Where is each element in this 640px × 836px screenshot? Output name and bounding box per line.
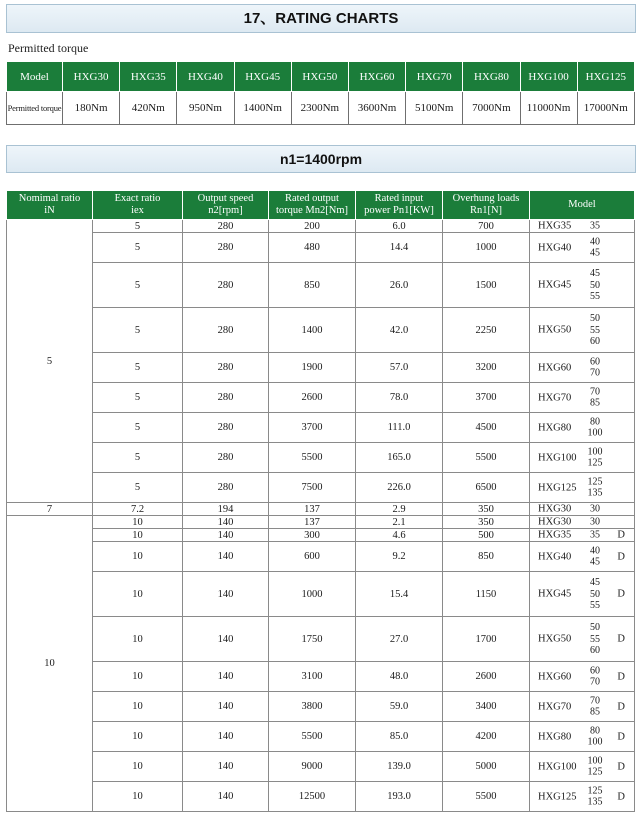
- output-speed-cell: 140: [183, 617, 269, 662]
- model-name: HXG125: [538, 482, 577, 493]
- rating-row: [7, 529, 635, 542]
- model-name: HXG35: [538, 220, 572, 232]
- overhung-load-cell: 1700: [443, 617, 530, 662]
- model-d-mark: D: [617, 633, 625, 645]
- torque-cell: 420Nm: [120, 92, 177, 125]
- rated-power-cell: 14.4: [356, 233, 443, 263]
- torque-header-cell: HXG45: [234, 62, 291, 92]
- exact-ratio-cell: 5: [93, 383, 183, 413]
- model-size: 50: [590, 621, 600, 633]
- output-speed-cell: 140: [183, 529, 269, 542]
- torque-cell: 180Nm: [63, 92, 120, 125]
- model-cell: [530, 542, 635, 572]
- rated-power-cell: 139.0: [356, 752, 443, 782]
- rated-power-cell: 111.0: [356, 413, 443, 443]
- rated-power-cell: 6.0: [356, 220, 443, 233]
- output-speed-cell: 280: [183, 308, 269, 353]
- model-size: 80: [590, 725, 600, 736]
- overhung-load-cell: 5500: [443, 443, 530, 473]
- model-size: 60: [590, 335, 600, 347]
- model-size-list: [587, 622, 603, 657]
- model-size-list: [587, 695, 603, 718]
- torque-cell: 1400Nm: [234, 92, 291, 125]
- rating-row: [7, 692, 635, 722]
- model-size: 60: [590, 665, 600, 676]
- model-size: 100: [587, 427, 603, 439]
- torque-header-cell: HXG40: [177, 62, 234, 92]
- rating-row: [7, 617, 635, 662]
- rating-row: [7, 443, 635, 473]
- torque-row-label: Permitted torque: [7, 92, 63, 125]
- permitted-torque-label: Permitted torque: [8, 41, 89, 55]
- rating-row: [7, 542, 635, 572]
- model-cell: [530, 662, 635, 692]
- model-size-list: [587, 313, 603, 348]
- model-size-list: [587, 356, 603, 379]
- rating-row: [7, 383, 635, 413]
- output-speed-cell: 280: [183, 443, 269, 473]
- model-size: 125: [587, 457, 603, 469]
- page-title: 17、RATING CHARTS: [6, 4, 636, 33]
- overhung-load-cell: 5500: [443, 782, 530, 812]
- rated-torque-cell: 1750: [269, 617, 356, 662]
- model-name: HXG80: [538, 422, 572, 433]
- model-size: 55: [590, 599, 600, 611]
- permitted-torque-table: [6, 61, 635, 125]
- torque-header-cell: HXG35: [120, 62, 177, 92]
- model-name: HXG40: [538, 242, 572, 253]
- output-speed-cell: 280: [183, 383, 269, 413]
- torque-cell: 950Nm: [177, 92, 234, 125]
- model-name: HXG70: [538, 392, 572, 403]
- overhung-load-cell: 500: [443, 529, 530, 542]
- model-size: 85: [590, 397, 600, 409]
- model-size: 135: [587, 796, 603, 808]
- exact-ratio-cell: 5: [93, 308, 183, 353]
- input-speed-title: n1=1400rpm: [6, 145, 636, 173]
- output-speed-cell: 140: [183, 692, 269, 722]
- rating-header-row: [7, 191, 635, 220]
- rated-power-cell: 15.4: [356, 572, 443, 617]
- torque-cell: 5100Nm: [406, 92, 463, 125]
- model-cell: [530, 263, 635, 308]
- overhung-load-cell: 4200: [443, 722, 530, 752]
- model-cell: [530, 233, 635, 263]
- output-speed-cell: 140: [183, 782, 269, 812]
- rated-torque-cell: 300: [269, 529, 356, 542]
- model-cell: [530, 752, 635, 782]
- model-cell: [530, 782, 635, 812]
- output-speed-cell: 280: [183, 353, 269, 383]
- model-name: HXG125: [538, 791, 577, 802]
- rating-chart-table: [6, 190, 635, 812]
- model-size: 35: [590, 220, 600, 232]
- model-size-list: [587, 236, 603, 259]
- overhung-load-cell: 850: [443, 542, 530, 572]
- rated-power-cell: 85.0: [356, 722, 443, 752]
- exact-ratio-cell: 7.2: [93, 503, 183, 516]
- model-size-list: [587, 446, 603, 469]
- model-size-list: [587, 529, 603, 541]
- rated-power-cell: 57.0: [356, 353, 443, 383]
- rated-power-cell: 42.0: [356, 308, 443, 353]
- torque-header-cell: HXG70: [406, 62, 463, 92]
- model-name: HXG100: [538, 452, 577, 463]
- output-speed-cell: 140: [183, 572, 269, 617]
- model-size: 50: [590, 279, 600, 291]
- model-size: 45: [590, 247, 600, 259]
- header-model: Model: [530, 191, 635, 220]
- torque-cell: 7000Nm: [463, 92, 520, 125]
- exact-ratio-cell: 10: [93, 572, 183, 617]
- nominal-ratio-cell: 7: [7, 503, 93, 516]
- rated-torque-cell: 9000: [269, 752, 356, 782]
- rated-power-cell: 165.0: [356, 443, 443, 473]
- output-speed-cell: 280: [183, 220, 269, 233]
- exact-ratio-cell: 10: [93, 529, 183, 542]
- header-exact-ratio: Exact ratio iex: [93, 191, 183, 220]
- rated-torque-cell: 1400: [269, 308, 356, 353]
- rated-torque-cell: 1900: [269, 353, 356, 383]
- torque-header-cell: HXG125: [577, 62, 634, 92]
- rating-row: [7, 220, 635, 233]
- model-size-list: [587, 476, 603, 499]
- output-speed-cell: 194: [183, 503, 269, 516]
- overhung-load-cell: 3400: [443, 692, 530, 722]
- model-d-mark: D: [617, 588, 625, 600]
- overhung-load-cell: 350: [443, 516, 530, 529]
- output-speed-cell: 280: [183, 263, 269, 308]
- rated-torque-cell: 3700: [269, 413, 356, 443]
- rated-torque-cell: 480: [269, 233, 356, 263]
- output-speed-cell: 280: [183, 473, 269, 503]
- model-name: HXG40: [538, 551, 572, 562]
- model-size: 60: [590, 644, 600, 656]
- model-size: 100: [587, 755, 603, 766]
- model-name: HXG35: [538, 529, 572, 541]
- header-output-speed: Output speed n2[rpm]: [183, 191, 269, 220]
- model-name: HXG30: [538, 516, 572, 528]
- model-cell: [530, 220, 635, 233]
- model-size: 70: [590, 695, 600, 706]
- rating-row: [7, 503, 635, 516]
- model-size: 80: [590, 416, 600, 427]
- rated-torque-cell: 1000: [269, 572, 356, 617]
- rated-torque-cell: 12500: [269, 782, 356, 812]
- model-size: 70: [590, 676, 600, 688]
- output-speed-cell: 280: [183, 413, 269, 443]
- exact-ratio-cell: 10: [93, 752, 183, 782]
- model-size-list: [587, 755, 603, 778]
- torque-cell: 11000Nm: [520, 92, 577, 125]
- model-size: 45: [590, 576, 600, 588]
- exact-ratio-cell: 10: [93, 617, 183, 662]
- model-size-list: [587, 725, 603, 748]
- model-size-list: [587, 545, 603, 568]
- rated-torque-cell: 2600: [269, 383, 356, 413]
- model-size: 45: [590, 267, 600, 279]
- exact-ratio-cell: 10: [93, 542, 183, 572]
- torque-header-model: Model: [7, 62, 63, 92]
- exact-ratio-cell: 10: [93, 782, 183, 812]
- output-speed-cell: 140: [183, 722, 269, 752]
- model-size: 85: [590, 706, 600, 718]
- model-size: 40: [590, 236, 600, 247]
- rating-table-body: [7, 220, 635, 812]
- rated-power-cell: 48.0: [356, 662, 443, 692]
- overhung-load-cell: 350: [443, 503, 530, 516]
- header-nominal-ratio: Nomimal ratio iN: [7, 191, 93, 220]
- rating-row: [7, 308, 635, 353]
- rated-torque-cell: 137: [269, 503, 356, 516]
- model-size: 30: [590, 516, 600, 528]
- exact-ratio-cell: 5: [93, 263, 183, 308]
- model-size: 35: [590, 529, 600, 541]
- rated-torque-cell: 850: [269, 263, 356, 308]
- rated-power-cell: 193.0: [356, 782, 443, 812]
- model-size: 55: [590, 633, 600, 645]
- exact-ratio-cell: 10: [93, 516, 183, 529]
- torque-header-row: [7, 62, 635, 92]
- model-cell: [530, 308, 635, 353]
- model-size: 50: [590, 312, 600, 324]
- exact-ratio-cell: 10: [93, 722, 183, 752]
- model-size-list: [587, 416, 603, 439]
- model-cell: [530, 617, 635, 662]
- model-cell: [530, 413, 635, 443]
- output-speed-cell: 140: [183, 752, 269, 782]
- rating-row: [7, 413, 635, 443]
- torque-value-row: [7, 92, 635, 125]
- rated-power-cell: 26.0: [356, 263, 443, 308]
- exact-ratio-cell: 5: [93, 443, 183, 473]
- model-cell: [530, 692, 635, 722]
- rating-row: [7, 662, 635, 692]
- model-name: HXG60: [538, 671, 572, 682]
- model-cell: [530, 383, 635, 413]
- torque-cell: 17000Nm: [577, 92, 634, 125]
- rated-torque-cell: 3800: [269, 692, 356, 722]
- rating-row: [7, 722, 635, 752]
- overhung-load-cell: 700: [443, 220, 530, 233]
- overhung-load-cell: 5000: [443, 752, 530, 782]
- rated-power-cell: 59.0: [356, 692, 443, 722]
- model-cell: [530, 473, 635, 503]
- rating-row: [7, 353, 635, 383]
- model-name: HXG100: [538, 761, 577, 772]
- model-size: 40: [590, 545, 600, 556]
- model-size: 30: [590, 503, 600, 515]
- overhung-load-cell: 1000: [443, 233, 530, 263]
- header-rated-output-torque: Rated output torque Mn2[Nm]: [269, 191, 356, 220]
- rating-row: [7, 752, 635, 782]
- model-d-mark: D: [617, 791, 625, 802]
- rated-torque-cell: 5500: [269, 722, 356, 752]
- torque-header-cell: HXG80: [463, 62, 520, 92]
- rated-torque-cell: 600: [269, 542, 356, 572]
- rated-torque-cell: 200: [269, 220, 356, 233]
- exact-ratio-cell: 10: [93, 662, 183, 692]
- model-size: 125: [587, 785, 603, 796]
- rated-power-cell: 9.2: [356, 542, 443, 572]
- model-cell: [530, 529, 635, 542]
- model-d-mark: D: [617, 551, 625, 562]
- overhung-load-cell: 3700: [443, 383, 530, 413]
- model-cell: [530, 572, 635, 617]
- rated-power-cell: 2.9: [356, 503, 443, 516]
- model-cell: [530, 503, 635, 516]
- model-cell: [530, 353, 635, 383]
- model-size: 70: [590, 367, 600, 379]
- model-size: 100: [587, 736, 603, 748]
- model-size-list: [587, 220, 603, 232]
- model-size: 135: [587, 487, 603, 499]
- model-size: 60: [590, 356, 600, 367]
- header-overhung-loads: Overhung loads Rn1[N]: [443, 191, 530, 220]
- rated-power-cell: 2.1: [356, 516, 443, 529]
- exact-ratio-cell: 5: [93, 220, 183, 233]
- rated-power-cell: 78.0: [356, 383, 443, 413]
- nominal-ratio-cell: 5: [7, 220, 93, 503]
- exact-ratio-cell: 5: [93, 413, 183, 443]
- model-size-list: [587, 268, 603, 303]
- model-name: HXG45: [538, 588, 572, 600]
- torque-header-cell: HXG100: [520, 62, 577, 92]
- model-name: HXG30: [538, 503, 572, 515]
- model-size-list: [587, 386, 603, 409]
- model-name: HXG50: [538, 633, 572, 645]
- torque-cell: 2300Nm: [291, 92, 348, 125]
- rating-row: [7, 263, 635, 308]
- exact-ratio-cell: 10: [93, 692, 183, 722]
- model-cell: [530, 722, 635, 752]
- rated-torque-cell: 5500: [269, 443, 356, 473]
- rated-torque-cell: 7500: [269, 473, 356, 503]
- rated-power-cell: 226.0: [356, 473, 443, 503]
- rated-torque-cell: 3100: [269, 662, 356, 692]
- rating-row: [7, 233, 635, 263]
- header-rated-input-power: Rated input power Pn1[KW]: [356, 191, 443, 220]
- model-cell: [530, 443, 635, 473]
- nominal-ratio-cell: 10: [7, 516, 93, 812]
- torque-header-cell: HXG60: [348, 62, 405, 92]
- torque-cell: 3600Nm: [348, 92, 405, 125]
- model-size: 45: [590, 556, 600, 568]
- output-speed-cell: 140: [183, 542, 269, 572]
- rated-torque-cell: 137: [269, 516, 356, 529]
- overhung-load-cell: 2250: [443, 308, 530, 353]
- model-size-list: [587, 577, 603, 612]
- output-speed-cell: 280: [183, 233, 269, 263]
- model-name: HXG60: [538, 362, 572, 373]
- model-d-mark: D: [617, 731, 625, 742]
- model-size: 55: [590, 324, 600, 336]
- exact-ratio-cell: 5: [93, 353, 183, 383]
- model-size: 70: [590, 386, 600, 397]
- model-name: HXG50: [538, 324, 572, 336]
- rating-row: [7, 782, 635, 812]
- overhung-load-cell: 1150: [443, 572, 530, 617]
- overhung-load-cell: 6500: [443, 473, 530, 503]
- model-d-mark: D: [617, 701, 625, 712]
- model-size: 55: [590, 290, 600, 302]
- rating-row: [7, 572, 635, 617]
- exact-ratio-cell: 5: [93, 473, 183, 503]
- model-name: HXG45: [538, 279, 572, 291]
- model-size-list: [587, 503, 603, 515]
- exact-ratio-cell: 5: [93, 233, 183, 263]
- output-speed-cell: 140: [183, 662, 269, 692]
- model-name: HXG80: [538, 731, 572, 742]
- torque-header-cell: HXG50: [291, 62, 348, 92]
- model-d-mark: D: [617, 529, 625, 541]
- model-size: 100: [587, 446, 603, 457]
- model-size-list: [587, 516, 603, 528]
- overhung-load-cell: 2600: [443, 662, 530, 692]
- model-name: HXG70: [538, 701, 572, 712]
- model-size: 125: [587, 766, 603, 778]
- model-cell: [530, 516, 635, 529]
- rated-power-cell: 27.0: [356, 617, 443, 662]
- model-d-mark: D: [617, 761, 625, 772]
- rated-power-cell: 4.6: [356, 529, 443, 542]
- rating-row: [7, 516, 635, 529]
- torque-header-cell: HXG30: [63, 62, 120, 92]
- model-size-list: [587, 785, 603, 808]
- model-size-list: [587, 665, 603, 688]
- model-d-mark: D: [617, 671, 625, 682]
- rating-row: [7, 473, 635, 503]
- model-size: 50: [590, 588, 600, 600]
- output-speed-cell: 140: [183, 516, 269, 529]
- overhung-load-cell: 3200: [443, 353, 530, 383]
- model-size: 125: [587, 476, 603, 487]
- overhung-load-cell: 1500: [443, 263, 530, 308]
- overhung-load-cell: 4500: [443, 413, 530, 443]
